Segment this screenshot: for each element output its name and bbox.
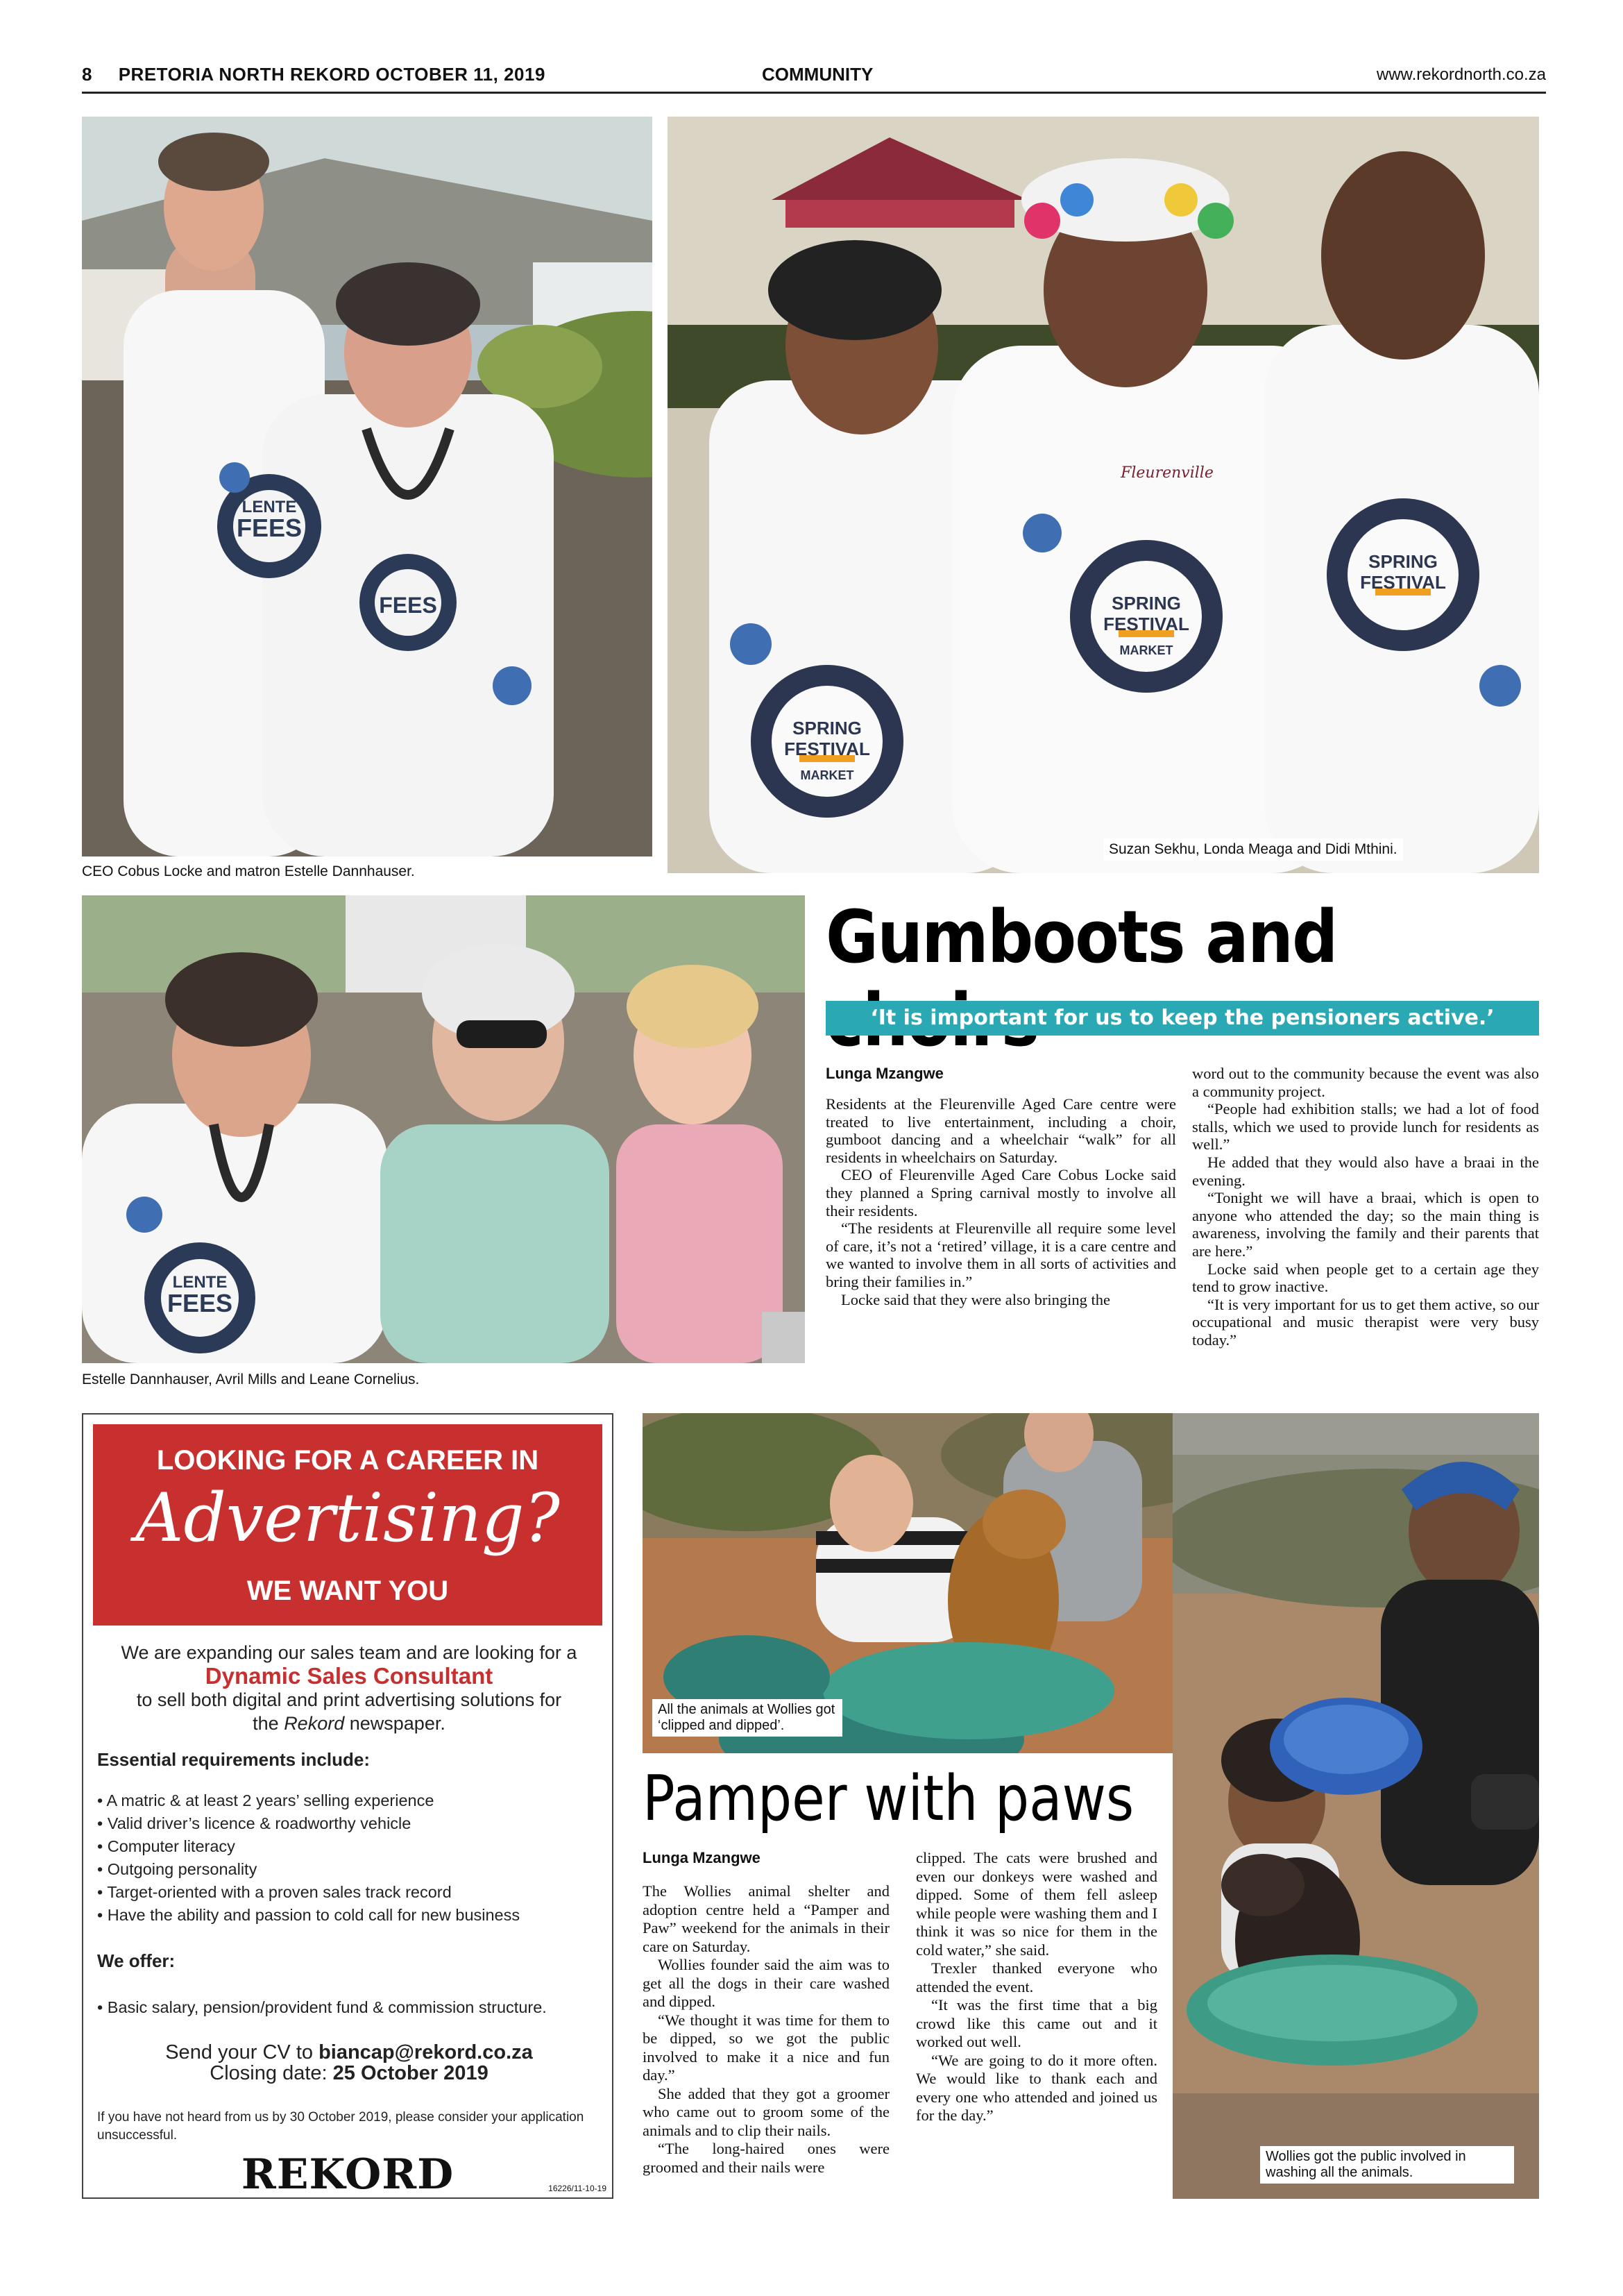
advert-cv-text: Send your CV to [165, 2041, 319, 2063]
shirt-print-spring: SPRING [792, 718, 862, 738]
advert-banner-line-3: WE WANT YOU [246, 1576, 449, 1606]
article2-column-1 [643, 1882, 890, 2177]
advert-intro-text: newspaper. [344, 1713, 445, 1734]
advert-email-link[interactable]: biancap@rekord.co.za [318, 2041, 533, 2063]
article2-paragraph: clipped. The cats were brushed and even our donkeys were washed and dipped. Some of them fell asleep while people were washing them and I think it was so nice for them in the cold water,” she said. [916, 1849, 1157, 1959]
article1-paragraph: Locke said when people get to a certain age they tend to grow inactive. [1192, 1260, 1539, 1296]
shirt-print-market: MARKET [1119, 643, 1173, 657]
publication-dateline: PRETORIA NORTH REKORD OCTOBER 11, 2019 [118, 64, 545, 85]
article1-column-2 [1192, 1065, 1539, 1349]
advert-position-title: Dynamic Sales Consultant [205, 1663, 493, 1689]
shirt-print-spring: SPRING [1112, 593, 1181, 614]
page-number: 8 [82, 64, 92, 85]
article2-paragraph: She added that they got a groomer who came out to groom some of the animals and to clip their nails. [643, 2084, 890, 2139]
article2-paragraph: Trexler thanked everyone who attended the event. [916, 1959, 1157, 1995]
page-header [82, 61, 1546, 94]
advert-closing-date: 25 October 2019 [332, 2062, 488, 2084]
shirt-print-spring: SPRING [1368, 551, 1438, 572]
advert-intro [97, 1641, 601, 1735]
article2-byline: Lunga Mzangwe [643, 1849, 760, 1866]
shirt-print-fees: FEES [236, 514, 303, 542]
advert-banner [93, 1424, 602, 1626]
advert-cv-line [97, 2042, 601, 2063]
advert-banner-line-1: LOOKING FOR A CAREER IN [156, 1445, 539, 1476]
advert-footnote: If you have not heard from us by 30 October 2019, please consider your application unsuccessful. [97, 2110, 584, 2143]
article1-paragraph: word out to the community because the event was also a community project. [1192, 1065, 1539, 1100]
advert-intro-text: the [253, 1713, 284, 1734]
advert-apply [97, 2042, 601, 2084]
photo-public-washing-animals-caption: Wollies got the public involved in washing all the animals. [1260, 2146, 1514, 2184]
advert-requirement-item: • Outgoing personality [97, 1858, 601, 1881]
photo-dog-washing-caption: All the animals at Wollies got ‘clipped and dipped’. [652, 1699, 842, 1737]
advert-banner-line-2: Advertising? [135, 1479, 560, 1557]
photo-public-washing-animals [1173, 1413, 1539, 2199]
photo-three-people-seated-image [82, 895, 805, 1363]
article1-paragraph: “It is very important for us to get them active, so our occupational and music therapist were very busy today.” [1192, 1295, 1539, 1349]
advert-offer-heading: We offer: [97, 1950, 176, 1971]
advert-requirements-heading: Essential requirements include: [97, 1749, 371, 1770]
advert-requirement-item: • Valid driver’s licence & roadworthy vehicle [97, 1812, 601, 1835]
article1-column-1 [826, 1095, 1176, 1308]
photo-ceo-and-matron-caption: CEO Cobus Locke and matron Estelle Dannhauser. [82, 863, 415, 879]
advert-offer-item: • Basic salary, pension/provident fund & commission structure. [97, 1996, 601, 2019]
advert-reference-code: 16226/11-10-19 [548, 2184, 606, 2193]
advert-intro-line-3 [97, 1712, 601, 1735]
shirt-print-festival: FESTIVAL [1103, 614, 1189, 634]
advert-closing-text: Closing date: [210, 2062, 333, 2084]
article1-paragraph: He added that they would also have a braai in the evening. [1192, 1153, 1539, 1189]
article2-paragraph: “We are going to do it more often. We would like to thank each and every one who attended and joined us for the day.” [916, 2051, 1157, 2124]
advert-intro-publication: Rekord [284, 1713, 345, 1734]
article2-paragraph: “It was the first time that a big crowd like this came out and it worked out well. [916, 1996, 1157, 2050]
shirt-print-festival: FESTIVAL [1360, 572, 1446, 593]
photo-ceo-and-matron-image [82, 117, 652, 856]
photo-three-women [668, 117, 1539, 873]
article1-paragraph: Residents at the Fleurenville Aged Care centre were treated to live entertainment, including a choir, gumboot dancing and a wheelchair “walk” for all residents in wheelchairs on Saturday. [826, 1095, 1176, 1166]
rekord-logo: REKORD [241, 2150, 454, 2199]
article2-column-2 [916, 1849, 1157, 2125]
article2-paragraph: The Wollies animal shelter and adoption centre held a “Pamper and Paw” weekend for the animals in their care on Saturday. [643, 1882, 890, 1955]
photo-dog-washing [643, 1413, 1200, 1753]
photo-three-people-seated-caption: Estelle Dannhauser, Avril Mills and Leane Cornelius. [82, 1371, 420, 1387]
article1-paragraph: Locke said that they were also bringing the [841, 1290, 1111, 1308]
recruitment-advert [82, 1413, 613, 2199]
advert-requirement-item: • Computer literacy [97, 1835, 601, 1858]
advert-requirement-item: • A matric & at least 2 years’ selling experience [97, 1789, 601, 1812]
article1-headline: Gumboots and [826, 895, 1337, 979]
shirt-print-fees: FEES [167, 1289, 233, 1317]
advert-closing-line [97, 2063, 601, 2084]
shirt-print-festival: FESTIVAL [784, 738, 870, 759]
article1-paragraph: “The residents at Fleurenville all require some level of care, it’s not a ‘retired’ village, it is a care centre and we wanted to involve them in all sorts of activities and bring their families in.” [826, 1219, 1176, 1290]
article1-standfirst: ‘It is important for us to keep the pensioners active.’ [826, 1001, 1539, 1036]
shirt-print-fees: FEES [379, 593, 437, 618]
article1-paragraph: “Tonight we will have a braai, which is open to anyone who attended the day; so the main thing is awareness, involving the family and their parents that are here.” [1192, 1189, 1539, 1260]
shirt-print-brand: Fleurenville [1121, 464, 1214, 482]
advert-requirements-list [97, 1789, 601, 1927]
article1-paragraph: “People had exhibition stalls; we had a lot of food stalls, which we used to provide lunch for residents as well.” [1192, 1100, 1539, 1154]
website-url: www.rekordnorth.co.za [1376, 65, 1546, 84]
photo-ceo-and-matron [82, 117, 652, 856]
shirt-print-market: MARKET [800, 768, 854, 782]
advert-offer-list [97, 1996, 601, 2019]
article1-byline: Lunga Mzangwe [826, 1065, 944, 1082]
shirt-print-lente: LENTE [241, 498, 297, 516]
section-label: COMMUNITY [762, 64, 874, 85]
photo-three-women-caption: Suzan Sekhu, Londa Meaga and Didi Mthini. [1103, 838, 1403, 861]
shirt-print-lente: LENTE [172, 1273, 228, 1292]
advert-intro-line-2: to sell both digital and print advertising solutions for [136, 1689, 562, 1710]
article2-paragraph: Wollies founder said the aim was to get all the dogs in their care washed and dipped. [643, 1956, 890, 2010]
photo-three-women-image [668, 117, 1539, 873]
advert-intro-line-1: We are expanding our sales team and are looking for a [121, 1642, 577, 1663]
article1-paragraph: CEO of Fleurenville Aged Care Cobus Locke said they planned a Spring carnival mostly to involve all their residents. [826, 1166, 1176, 1219]
article2-paragraph: “We thought it was time for them to be dipped, so we got the public involved to make it a nice and fun day.” [643, 2011, 890, 2084]
advert-requirement-item: • Target-oriented with a proven sales track record [97, 1881, 601, 1904]
photo-three-people-seated [82, 895, 805, 1363]
advert-requirement-item: • Have the ability and passion to cold call for new business [97, 1904, 601, 1927]
article2-headline: Pamper with paws [643, 1762, 1135, 1835]
folio [82, 64, 545, 85]
photo-public-washing-animals-image [1173, 1413, 1539, 2199]
article2-paragraph: “The long-haired ones were groomed and their nails were [643, 2140, 890, 2176]
